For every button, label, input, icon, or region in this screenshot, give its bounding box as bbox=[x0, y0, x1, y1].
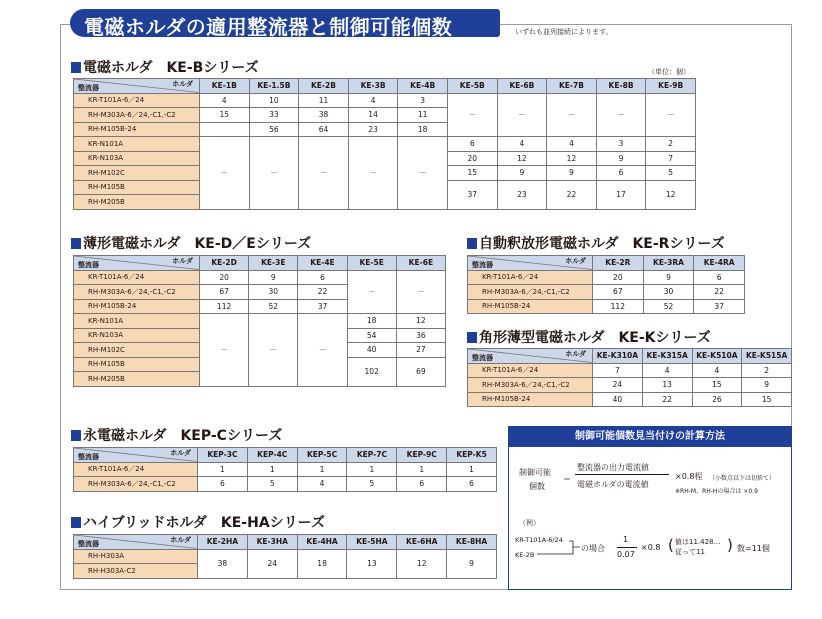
keha-title: ハイブリッドホルダ KE-HAシリーズ bbox=[83, 515, 325, 531]
table-cell: 6 bbox=[596, 166, 646, 181]
calc-example-numerator: 1 bbox=[623, 535, 629, 544]
table-cell: 33 bbox=[249, 108, 299, 123]
square-bullet-icon bbox=[71, 517, 81, 528]
table-cell: － bbox=[200, 314, 249, 387]
table-cell: 6 bbox=[397, 477, 447, 492]
table-cell: 4 bbox=[297, 477, 347, 492]
row-header: RH-M303A-6／24,-C1,-C2 bbox=[74, 477, 198, 492]
row-header: KR-N103A bbox=[74, 328, 200, 343]
row-header: RH-M303A-6／24,-C1,-C2 bbox=[74, 108, 200, 123]
column-header: KE-9B bbox=[646, 79, 696, 94]
column-header: KE-8HA bbox=[447, 535, 497, 550]
header-row bbox=[74, 79, 696, 94]
header-corner bbox=[74, 535, 198, 550]
table-cell: 7 bbox=[593, 363, 643, 378]
table-cell: 1 bbox=[247, 462, 297, 477]
table-cell: 22 bbox=[642, 392, 692, 407]
table-cell: 18 bbox=[347, 314, 396, 329]
corner-holder-label: ホルダ bbox=[565, 350, 586, 358]
kep-table bbox=[73, 447, 497, 492]
table-cell: 67 bbox=[200, 285, 249, 300]
table-cell: 22 bbox=[694, 285, 745, 300]
calc-example-case: の場合 bbox=[581, 544, 605, 553]
table-cell: － bbox=[646, 93, 696, 137]
calc-example-result: 数=11個 bbox=[737, 544, 770, 553]
column-header: KEP-7C bbox=[347, 448, 397, 463]
header-corner bbox=[74, 79, 200, 94]
kek-table bbox=[467, 348, 792, 407]
table-cell: 4 bbox=[642, 363, 692, 378]
keb-unit: （単位：個） bbox=[648, 68, 690, 76]
paren-close: ) bbox=[727, 536, 733, 554]
table-row bbox=[468, 363, 792, 378]
table-cell: 12 bbox=[497, 151, 547, 166]
column-header: KE-4HA bbox=[297, 535, 347, 550]
column-header: KE-4E bbox=[298, 256, 347, 271]
kep-title: 永電磁ホルダ KEP-Cシリーズ bbox=[83, 428, 283, 444]
table-cell: － bbox=[298, 314, 347, 387]
table-cell: 1 bbox=[397, 462, 447, 477]
column-header: KE-6HA bbox=[397, 535, 447, 550]
row-header: RH-M105B-24 bbox=[468, 392, 593, 407]
header-corner bbox=[74, 448, 198, 463]
table-cell: － bbox=[396, 270, 445, 314]
table-cell: 15 bbox=[742, 392, 792, 407]
table-cell: 9 bbox=[249, 270, 298, 285]
table-cell: 7 bbox=[646, 151, 696, 166]
table-cell: 12 bbox=[547, 151, 597, 166]
calc-left1: 制御可能 bbox=[519, 468, 551, 477]
column-header: KE-5E bbox=[347, 256, 396, 271]
corner-holder-label: ホルダ bbox=[170, 449, 191, 457]
column-header: KE-7B bbox=[547, 79, 597, 94]
calc-example-label: （例） bbox=[519, 519, 540, 527]
table-cell: 1 bbox=[297, 462, 347, 477]
corner-rectifier-label: 整流器 bbox=[472, 260, 493, 269]
table-cell: 26 bbox=[692, 392, 742, 407]
table-row bbox=[74, 477, 497, 492]
header-row bbox=[468, 256, 745, 271]
table-cell: 13 bbox=[347, 549, 397, 578]
row-header: RH-M105B bbox=[74, 357, 200, 372]
header-corner bbox=[468, 256, 593, 271]
table-cell: － bbox=[200, 137, 250, 210]
calc-mult: ×0.8程 bbox=[675, 472, 703, 481]
table-cell: 11 bbox=[299, 93, 349, 108]
column-header: KE-2HA bbox=[198, 535, 248, 550]
table-cell: 54 bbox=[347, 328, 396, 343]
table-cell: 30 bbox=[249, 285, 298, 300]
page-title: 電磁ホルダの適用整流器と制御可能個数 bbox=[70, 9, 500, 37]
column-header: KE-5HA bbox=[347, 535, 397, 550]
table-cell: － bbox=[596, 93, 646, 137]
row-header: KR-T101A-6／24 bbox=[74, 462, 198, 477]
header-row bbox=[74, 256, 446, 271]
square-bullet-icon bbox=[71, 238, 81, 249]
table-cell: 1 bbox=[198, 462, 248, 477]
calc-example-b: KE-2B bbox=[515, 551, 535, 559]
table-cell: 15 bbox=[692, 378, 742, 393]
table-cell: 22 bbox=[547, 180, 597, 209]
keb-heading bbox=[71, 57, 259, 77]
table-cell: 5 bbox=[646, 166, 696, 181]
table-cell: 5 bbox=[247, 477, 297, 492]
keb-title: 電磁ホルダ KE-Bシリーズ bbox=[83, 60, 259, 76]
table-cell: 12 bbox=[646, 180, 696, 209]
table-cell: 38 bbox=[198, 549, 248, 578]
table-cell: 9 bbox=[497, 166, 547, 181]
row-header: RH-M205B bbox=[74, 195, 200, 210]
table-cell: 40 bbox=[347, 343, 396, 358]
table-cell: 24 bbox=[593, 378, 643, 393]
corner-holder-label: ホルダ bbox=[172, 80, 193, 88]
row-header: RH-M102C bbox=[74, 343, 200, 358]
table-cell: 12 bbox=[396, 314, 445, 329]
table-cell: 40 bbox=[593, 392, 643, 407]
table-cell: 18 bbox=[297, 549, 347, 578]
table-cell: 10 bbox=[249, 93, 299, 108]
corner-rectifier-label: 整流器 bbox=[78, 260, 99, 269]
bracket-icon bbox=[537, 539, 581, 557]
row-header: RH-M105B-24 bbox=[74, 122, 200, 137]
table-cell: 20 bbox=[447, 151, 497, 166]
table-cell: 9 bbox=[643, 270, 694, 285]
corner-holder-label: ホルダ bbox=[565, 257, 586, 265]
column-header: KEP-9C bbox=[397, 448, 447, 463]
paren-open: ( bbox=[668, 536, 674, 554]
table-cell: 3 bbox=[596, 137, 646, 152]
table-cell: 9 bbox=[596, 151, 646, 166]
column-header: KE-K515A bbox=[742, 349, 792, 364]
column-header: KE-4B bbox=[398, 79, 448, 94]
kek-heading bbox=[467, 327, 711, 347]
table-cell: 2 bbox=[742, 363, 792, 378]
table-cell: 6 bbox=[298, 270, 347, 285]
table-cell: 52 bbox=[249, 299, 298, 314]
table-row bbox=[468, 378, 792, 393]
table-row bbox=[74, 314, 446, 329]
calc-example-value1: 値は11.428… bbox=[675, 538, 721, 546]
row-header: KR-T101A-6／24 bbox=[74, 270, 200, 285]
column-header: KE-3HA bbox=[247, 535, 297, 550]
row-header: RH-M303A-6／24,-C1,-C2 bbox=[74, 285, 200, 300]
table-cell: 102 bbox=[347, 357, 396, 386]
corner-holder-label: ホルダ bbox=[170, 536, 191, 544]
corner-rectifier-label: 整流器 bbox=[472, 353, 493, 362]
table-cell: － bbox=[348, 137, 398, 210]
row-header: RH-H303A-C2 bbox=[74, 564, 198, 579]
row-header: RH-H303A bbox=[74, 549, 198, 564]
calc-numerator: 整流器の出力電流値 bbox=[577, 463, 649, 472]
ked-table bbox=[73, 255, 446, 387]
table-cell: 37 bbox=[694, 299, 745, 314]
column-header: KE-4RA bbox=[694, 256, 745, 271]
column-header: KE-3B bbox=[348, 79, 398, 94]
table-cell: － bbox=[447, 93, 497, 137]
table-cell: 4 bbox=[497, 137, 547, 152]
header-corner bbox=[74, 256, 200, 271]
table-row bbox=[468, 285, 745, 300]
table-cell: 14 bbox=[348, 108, 398, 123]
row-header: RH-M105B-24 bbox=[74, 299, 200, 314]
calc-example-a: KR-T101A-6/24 bbox=[515, 536, 563, 544]
table-row bbox=[74, 270, 446, 285]
table-cell: 37 bbox=[298, 299, 347, 314]
header-corner bbox=[468, 349, 593, 364]
column-header: KE-3E bbox=[249, 256, 298, 271]
row-header: KR-T101A-6／24 bbox=[468, 270, 593, 285]
table-cell: 15 bbox=[200, 108, 250, 123]
header-row bbox=[74, 448, 497, 463]
table-cell: 27 bbox=[396, 343, 445, 358]
column-header: KE-6B bbox=[497, 79, 547, 94]
table-row bbox=[74, 137, 696, 152]
table-cell: 13 bbox=[642, 378, 692, 393]
row-header: RH-M303A-6／24,-C1,-C2 bbox=[468, 378, 593, 393]
table-cell: 23 bbox=[497, 180, 547, 209]
table-cell: 37 bbox=[447, 180, 497, 209]
column-header: KE-6E bbox=[396, 256, 445, 271]
table-row bbox=[468, 392, 792, 407]
banner-note: いずれも並列接続によります。 bbox=[515, 28, 613, 36]
table-row bbox=[74, 549, 497, 564]
table-cell: 20 bbox=[200, 270, 249, 285]
table-cell: 64 bbox=[299, 122, 349, 137]
calc-eq: ＝ bbox=[563, 475, 571, 484]
row-header: KR-T101A-6／24 bbox=[468, 363, 593, 378]
calc-box bbox=[508, 426, 792, 590]
calc-left2: 個数 bbox=[529, 482, 545, 491]
calc-example-denominator: 0.07 bbox=[617, 550, 635, 559]
corner-rectifier-label: 整流器 bbox=[78, 452, 99, 461]
table-cell: 17 bbox=[596, 180, 646, 209]
calc-example-mult: ×0.8 bbox=[641, 543, 661, 552]
table-row bbox=[74, 93, 696, 108]
table-cell: － bbox=[497, 93, 547, 137]
table-row bbox=[468, 270, 745, 285]
table-cell: 15 bbox=[447, 166, 497, 181]
calc-fraction-bar bbox=[575, 474, 669, 475]
row-header: KR-N101A bbox=[74, 314, 200, 329]
ker-table bbox=[467, 255, 745, 314]
table-cell: 6 bbox=[447, 137, 497, 152]
table-cell: 3 bbox=[398, 93, 448, 108]
square-bullet-icon bbox=[71, 62, 81, 73]
table-cell: 4 bbox=[547, 137, 597, 152]
header-row bbox=[74, 535, 497, 550]
table-cell: － bbox=[249, 137, 299, 210]
ker-title: 自動釈放形電磁ホルダ KE-Rシリーズ bbox=[479, 236, 725, 252]
table-cell bbox=[200, 122, 250, 137]
keb-table bbox=[73, 78, 696, 210]
table-cell: 22 bbox=[298, 285, 347, 300]
table-cell: 9 bbox=[447, 549, 497, 578]
calc-title: 制御可能個数見当付けの計算方法 bbox=[509, 427, 791, 447]
table-cell: 9 bbox=[742, 378, 792, 393]
table-cell: 2 bbox=[646, 137, 696, 152]
keha-heading bbox=[71, 512, 325, 532]
table-cell: 67 bbox=[593, 285, 644, 300]
table-cell: 52 bbox=[643, 299, 694, 314]
table-cell: 4 bbox=[200, 93, 250, 108]
column-header: KE-1.5B bbox=[249, 79, 299, 94]
table-cell: 112 bbox=[593, 299, 644, 314]
table-cell: － bbox=[249, 314, 298, 387]
row-header: RH-M102C bbox=[74, 166, 200, 181]
row-header: KR-T101A-6／24 bbox=[74, 93, 200, 108]
ked-heading bbox=[71, 233, 311, 253]
row-header: KR-N103A bbox=[74, 151, 200, 166]
table-cell: 20 bbox=[593, 270, 644, 285]
kek-title: 角形薄型電磁ホルダ KE-Kシリーズ bbox=[479, 330, 711, 346]
table-cell: 38 bbox=[299, 108, 349, 123]
square-bullet-icon bbox=[467, 332, 477, 343]
table-cell: － bbox=[299, 137, 349, 210]
row-header: KR-N101A bbox=[74, 137, 200, 152]
row-header: RH-M205B bbox=[74, 372, 200, 387]
calc-note2: ※RH-M、RH-Hの場合は ×0.9 bbox=[675, 488, 758, 495]
column-header: KE-5B bbox=[447, 79, 497, 94]
kep-heading bbox=[71, 425, 282, 445]
table-cell: 18 bbox=[398, 122, 448, 137]
table-cell: 23 bbox=[348, 122, 398, 137]
corner-holder-label: ホルダ bbox=[172, 257, 193, 265]
column-header: KE-K510A bbox=[692, 349, 742, 364]
table-row bbox=[468, 299, 745, 314]
table-cell: 1 bbox=[447, 462, 497, 477]
table-cell: 30 bbox=[643, 285, 694, 300]
square-bullet-icon bbox=[71, 430, 81, 441]
column-header: KE-2B bbox=[299, 79, 349, 94]
column-header: KE-2D bbox=[200, 256, 249, 271]
column-header: KEP-K5 bbox=[447, 448, 497, 463]
corner-rectifier-label: 整流器 bbox=[78, 83, 99, 92]
table-cell: 6 bbox=[447, 477, 497, 492]
table-cell: － bbox=[347, 270, 396, 314]
square-bullet-icon bbox=[467, 238, 477, 249]
column-header: KE-1B bbox=[200, 79, 250, 94]
table-cell: 11 bbox=[398, 108, 448, 123]
table-cell: － bbox=[547, 93, 597, 137]
calc-example-value2: 従って11 bbox=[675, 548, 705, 556]
table-cell: 5 bbox=[347, 477, 397, 492]
header-row bbox=[468, 349, 792, 364]
table-row bbox=[74, 462, 497, 477]
table-cell: 69 bbox=[396, 357, 445, 386]
calc-example-bar bbox=[617, 547, 637, 548]
table-cell: 6 bbox=[694, 270, 745, 285]
keha-table bbox=[73, 534, 497, 579]
row-header: RH-M105B bbox=[74, 180, 200, 195]
table-cell: 4 bbox=[692, 363, 742, 378]
table-cell: 56 bbox=[249, 122, 299, 137]
column-header: KE-2R bbox=[593, 256, 644, 271]
table-cell: 1 bbox=[347, 462, 397, 477]
column-header: KEP-3C bbox=[198, 448, 248, 463]
column-header: KE-8B bbox=[596, 79, 646, 94]
table-cell: 24 bbox=[247, 549, 297, 578]
table-cell: 4 bbox=[348, 93, 398, 108]
column-header: KE-K310A bbox=[593, 349, 643, 364]
table-cell: 112 bbox=[200, 299, 249, 314]
ker-heading bbox=[467, 233, 725, 253]
table-cell: 6 bbox=[198, 477, 248, 492]
corner-rectifier-label: 整流器 bbox=[78, 539, 99, 548]
table-cell: 12 bbox=[397, 549, 447, 578]
table-cell: 36 bbox=[396, 328, 445, 343]
ked-title: 薄形電磁ホルダ KE-D／Eシリーズ bbox=[83, 236, 312, 252]
column-header: KE-K315A bbox=[642, 349, 692, 364]
column-header: KE-3RA bbox=[643, 256, 694, 271]
column-header: KEP-5C bbox=[297, 448, 347, 463]
row-header: RH-M105B-24 bbox=[468, 299, 593, 314]
table-cell: 9 bbox=[547, 166, 597, 181]
column-header: KEP-4C bbox=[247, 448, 297, 463]
table-cell: － bbox=[398, 137, 448, 210]
row-header: RH-M303A-6／24,-C1,-C2 bbox=[468, 285, 593, 300]
calc-denominator: 電磁ホルダの電流値 bbox=[577, 480, 649, 489]
calc-note1: （小数点以下は切捨て） bbox=[709, 475, 776, 482]
